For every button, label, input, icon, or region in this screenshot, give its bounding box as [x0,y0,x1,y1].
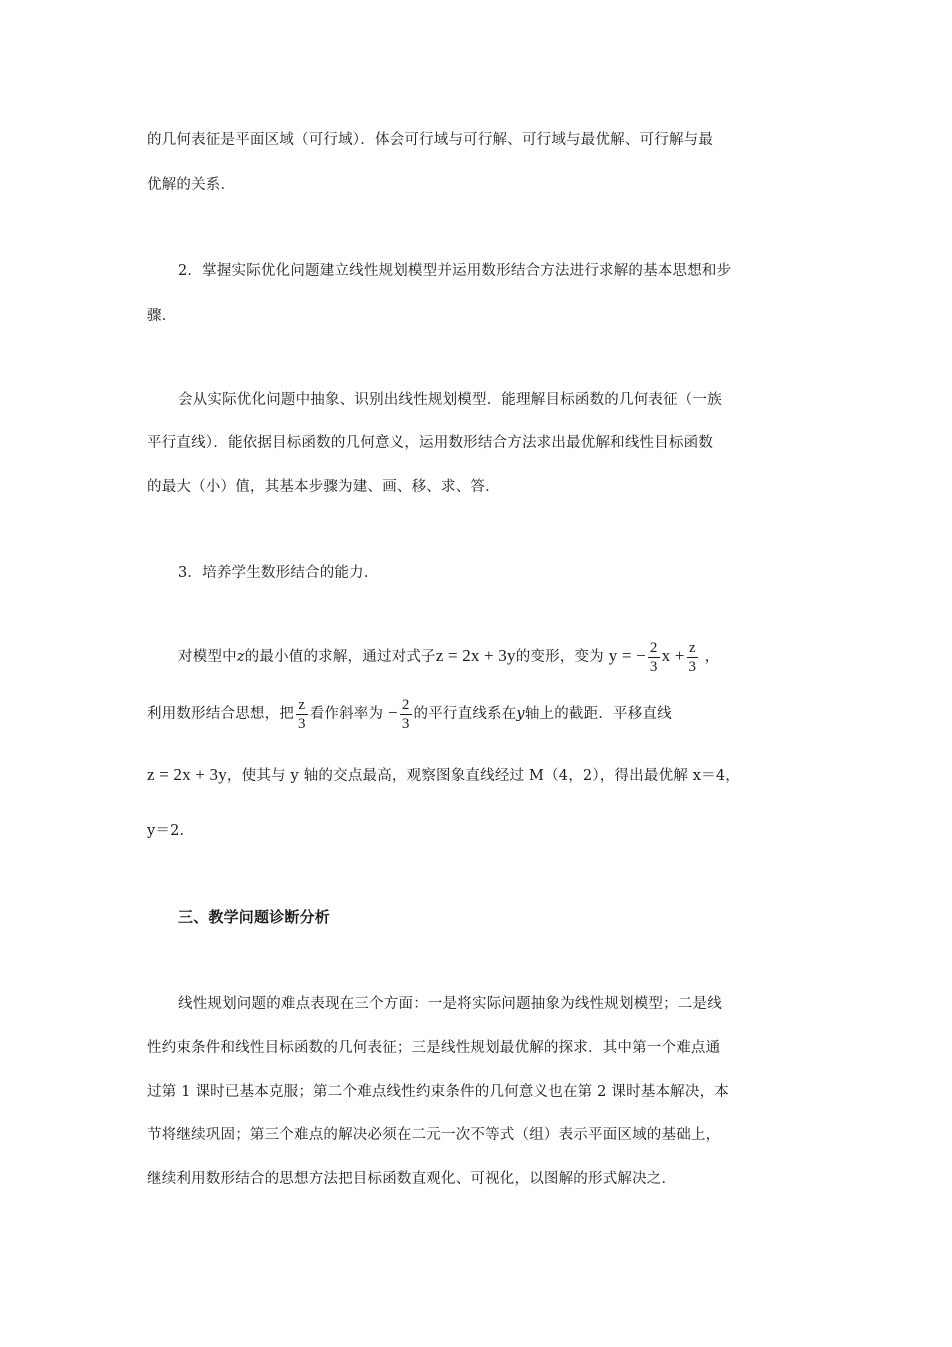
math-paragraph-line-2 [147,693,672,734]
equation-z: z = 2x + 3y [147,765,227,784]
equation-part: x + [661,646,685,665]
paragraph-line: 的几何表征是平面区域（可行域）．体会可行域与可行解、可行域与最优解、可行解与最 [147,132,714,148]
text-segment: 的最小值的求解，通过对式子 [244,649,436,665]
paragraph-line: 3．培养学生数形结合的能力． [178,565,379,581]
math-paragraph-line-1 [178,636,719,677]
text-segment: 的平行直线系在 [413,706,517,722]
paragraph-line: 会从实际优化问题中抽象、识别出线性规划模型．能理解目标函数的几何表征（一族 [178,392,722,408]
paragraph-line: 优解的关系． [147,177,236,193]
text-segment: 轴上的截距．平移直线 [524,706,672,722]
paragraph-line: 节将继续巩固；第三个难点的解决必须在二元一次不等式（组）表示平面区域的基础上， [147,1127,721,1143]
equation-z: z = 2x + 3y [435,646,516,665]
paragraph-line: y＝2． [147,823,195,839]
equation-part: y = − [608,646,646,665]
numerator: 2 [649,639,658,656]
paragraph-line: 过第 1 课时已基本克服；第二个难点线性约束条件的几何意义也在第 2 课时基本解决，本 [147,1084,729,1100]
variable-z: z [236,649,245,665]
paragraph-line: 继续利用数形结合的思想方法把目标函数直观化、可视化，以图解的形式解决之． [147,1171,677,1187]
minus-sign: − [388,703,398,722]
text-segment: 对模型中 [178,649,237,665]
text-segment: ，使其与 y 轴的交点最高，观察图象直线经过 M（4，2），得出最优解 x＝4， [226,768,740,784]
fraction [648,639,660,676]
numerator: z [688,639,696,656]
denominator: 3 [649,658,658,675]
slope-value [388,696,414,732]
denominator: 3 [298,715,306,732]
denominator: 3 [401,715,410,732]
paragraph-line: 2．掌握实际优化问题建立线性规划模型并运用数形结合方法进行求解的基本思想和步 [178,263,732,279]
variable-y: y [516,706,525,722]
numerator: 2 [401,696,410,713]
text-segment: 利用数形结合思想，把 [147,706,294,722]
equation-y [608,639,705,675]
fraction [687,639,699,676]
fraction [400,696,412,733]
paragraph-line: 线性规划问题的难点表现在三个方面：一是将实际问题抽象为线性规划模型；二是线 [178,996,722,1012]
paragraph-line: 性约束条件和线性目标函数的几何表征；三是线性规划最优解的探求．其中第一个难点通 [147,1040,721,1056]
paragraph-line: 的最大（小）值，其基本步骤为建、画、移、求、答． [147,479,500,495]
text-segment: ， [704,649,720,665]
math-paragraph-line-3 [147,764,740,785]
text-segment: 看作斜率为 [309,706,384,722]
section-heading: 三、教学问题诊断分析 [178,908,331,926]
fraction [296,696,308,733]
denominator: 3 [688,658,697,675]
paragraph-line: 骤． [147,308,177,324]
paragraph-line: 平行直线）．能依据目标函数的几何意义，运用数形结合方法求出最优解和线性目标函数 [147,435,714,451]
numerator: z [298,696,306,713]
text-segment: 的变形，变为 [515,649,604,665]
